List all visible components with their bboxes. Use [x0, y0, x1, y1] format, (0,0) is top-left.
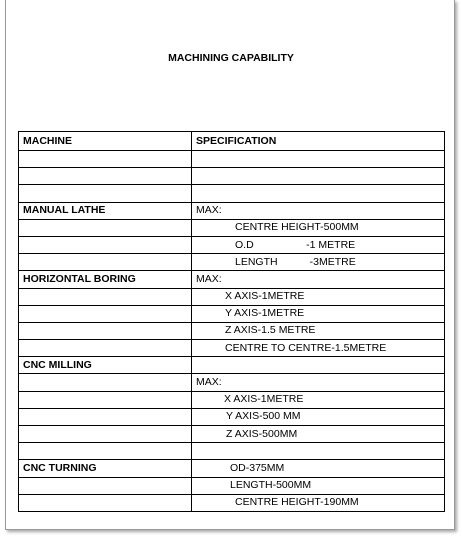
table-row [19, 236, 445, 253]
table-row [19, 477, 445, 494]
spec-cell: Y AXIS-1METRE [192, 305, 445, 322]
spec-cell [192, 443, 445, 460]
table-row [19, 271, 445, 288]
table-row [19, 322, 445, 339]
machine-cell: CNC TURNING [19, 460, 192, 477]
table-row [19, 305, 445, 322]
table-header-row [19, 132, 445, 151]
spec-cell: OD-375MM [192, 460, 445, 477]
table-row [19, 426, 445, 443]
table-row [19, 391, 445, 408]
machine-cell [19, 443, 192, 460]
spec-cell [192, 168, 445, 185]
spec-cell: O.D -1 METRE [192, 236, 445, 253]
machine-cell [19, 236, 192, 253]
table-row [19, 408, 445, 425]
machine-cell: CNC MILLING [19, 357, 192, 374]
table-row [19, 443, 445, 460]
machine-cell [19, 408, 192, 425]
spec-cell: Z AXIS-1.5 METRE [192, 322, 445, 339]
machine-cell [19, 340, 192, 357]
table-row [19, 340, 445, 357]
machine-cell [19, 288, 192, 305]
spec-cell: MAX: [192, 202, 445, 219]
machine-cell [19, 494, 192, 511]
machining-capability-table [18, 131, 445, 512]
table-row [19, 460, 445, 477]
table-row [19, 151, 445, 168]
machine-cell [19, 168, 192, 185]
spec-cell: Y AXIS-500 MM [192, 408, 445, 425]
machine-cell [19, 322, 192, 339]
table-row [19, 168, 445, 185]
spec-cell: CENTRE HEIGHT-190MM [192, 494, 445, 511]
machine-cell [19, 254, 192, 271]
machine-cell [19, 151, 192, 168]
spec-cell [192, 185, 445, 202]
spec-cell: Z AXIS-500MM [192, 426, 445, 443]
column-header-machine: MACHINE [19, 132, 192, 151]
table-row [19, 202, 445, 219]
machine-cell: MANUAL LATHE [19, 202, 192, 219]
spec-cell: CENTRE HEIGHT-500MM [192, 219, 445, 236]
table-row [19, 219, 445, 236]
machine-cell [19, 219, 192, 236]
spec-cell: MAX: [192, 374, 445, 391]
spec-cell: CENTRE TO CENTRE-1.5METRE [192, 340, 445, 357]
spec-cell: LENGTH-500MM [192, 477, 445, 494]
machine-cell [19, 391, 192, 408]
spec-cell [192, 151, 445, 168]
table-row [19, 494, 445, 511]
spec-cell: MAX: [192, 271, 445, 288]
column-header-specification: SPECIFICATION [192, 132, 445, 151]
machine-cell [19, 305, 192, 322]
table-row [19, 357, 445, 374]
spec-cell: X AXIS-1METRE [192, 391, 445, 408]
table-row [19, 254, 445, 271]
spec-cell [192, 357, 445, 374]
machine-cell [19, 426, 192, 443]
table-row [19, 185, 445, 202]
document-page [5, 0, 455, 530]
machine-cell: HORIZONTAL BORING [19, 271, 192, 288]
spec-cell: LENGTH -3METRE [192, 254, 445, 271]
document-title: MACHINING CAPABILITY [168, 52, 294, 64]
table-row [19, 288, 445, 305]
machine-cell [19, 185, 192, 202]
spec-cell: X AXIS-1METRE [192, 288, 445, 305]
machine-cell [19, 374, 192, 391]
table-row [19, 374, 445, 391]
machine-cell [19, 477, 192, 494]
